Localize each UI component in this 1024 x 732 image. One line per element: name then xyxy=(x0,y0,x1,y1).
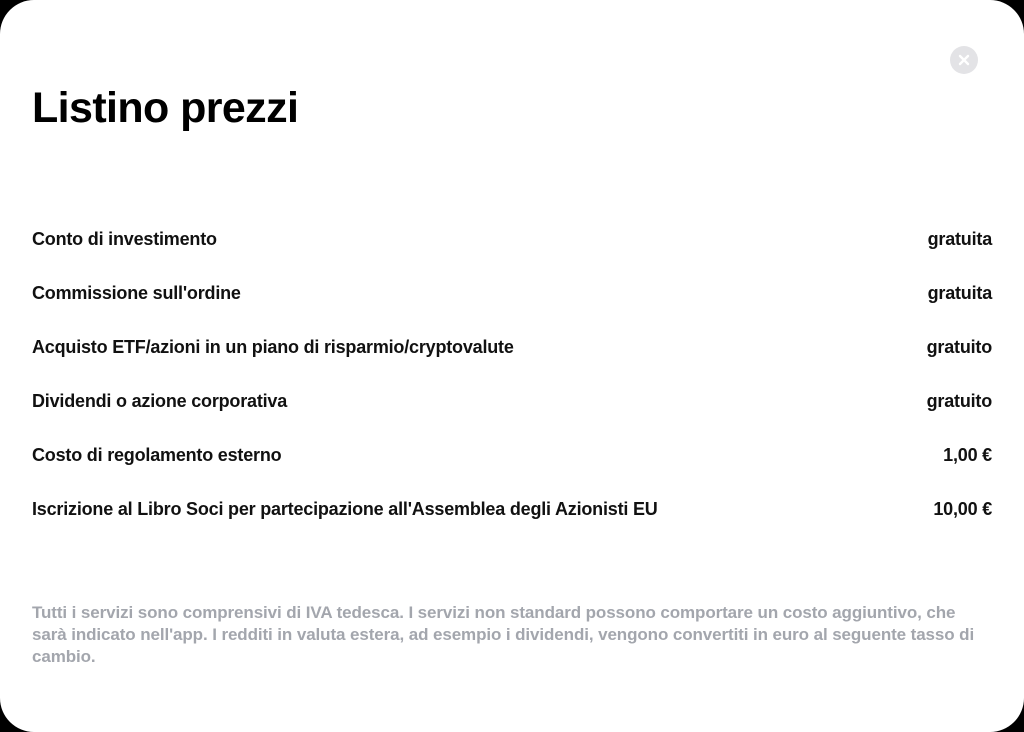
price-label: Conto di investimento xyxy=(32,228,217,249)
price-label: Iscrizione al Libro Soci per partecipazione all'Assemblea degli Azionisti EU xyxy=(32,498,658,519)
price-row-investment-account xyxy=(32,212,992,266)
price-label: Costo di regolamento esterno xyxy=(32,444,282,465)
dialog-title: Listino prezzi xyxy=(32,84,299,132)
price-value: gratuito xyxy=(926,390,992,411)
price-label: Commissione sull'ordine xyxy=(32,282,241,303)
price-value: 10,00 € xyxy=(933,498,992,519)
close-icon xyxy=(958,54,970,66)
price-row-order-fee xyxy=(32,266,992,320)
price-value: 1,00 € xyxy=(943,444,992,465)
close-button[interactable] xyxy=(950,46,978,74)
footnote: Tutti i servizi sono comprensivi di IVA tedesca. I servizi non standard possono comportare un costo aggiuntivo, che sarà indicato nell'app. I redditi in valuta estera, ad esempio i dividendi, vengono convertiti in euro al seguente tasso di cambio. xyxy=(32,603,975,666)
price-label: Acquisto ETF/azioni in un piano di risparmio/cryptovalute xyxy=(32,336,514,357)
price-row-dividends xyxy=(32,374,992,428)
price-row-shareholder-register xyxy=(32,482,992,536)
price-row-external-settlement xyxy=(32,428,992,482)
price-label: Dividendi o azione corporativa xyxy=(32,390,288,411)
price-value: gratuita xyxy=(927,228,992,249)
price-row-savings-plan xyxy=(32,320,992,374)
price-value: gratuita xyxy=(927,282,992,303)
price-list xyxy=(32,212,992,536)
price-value: gratuito xyxy=(926,336,992,357)
